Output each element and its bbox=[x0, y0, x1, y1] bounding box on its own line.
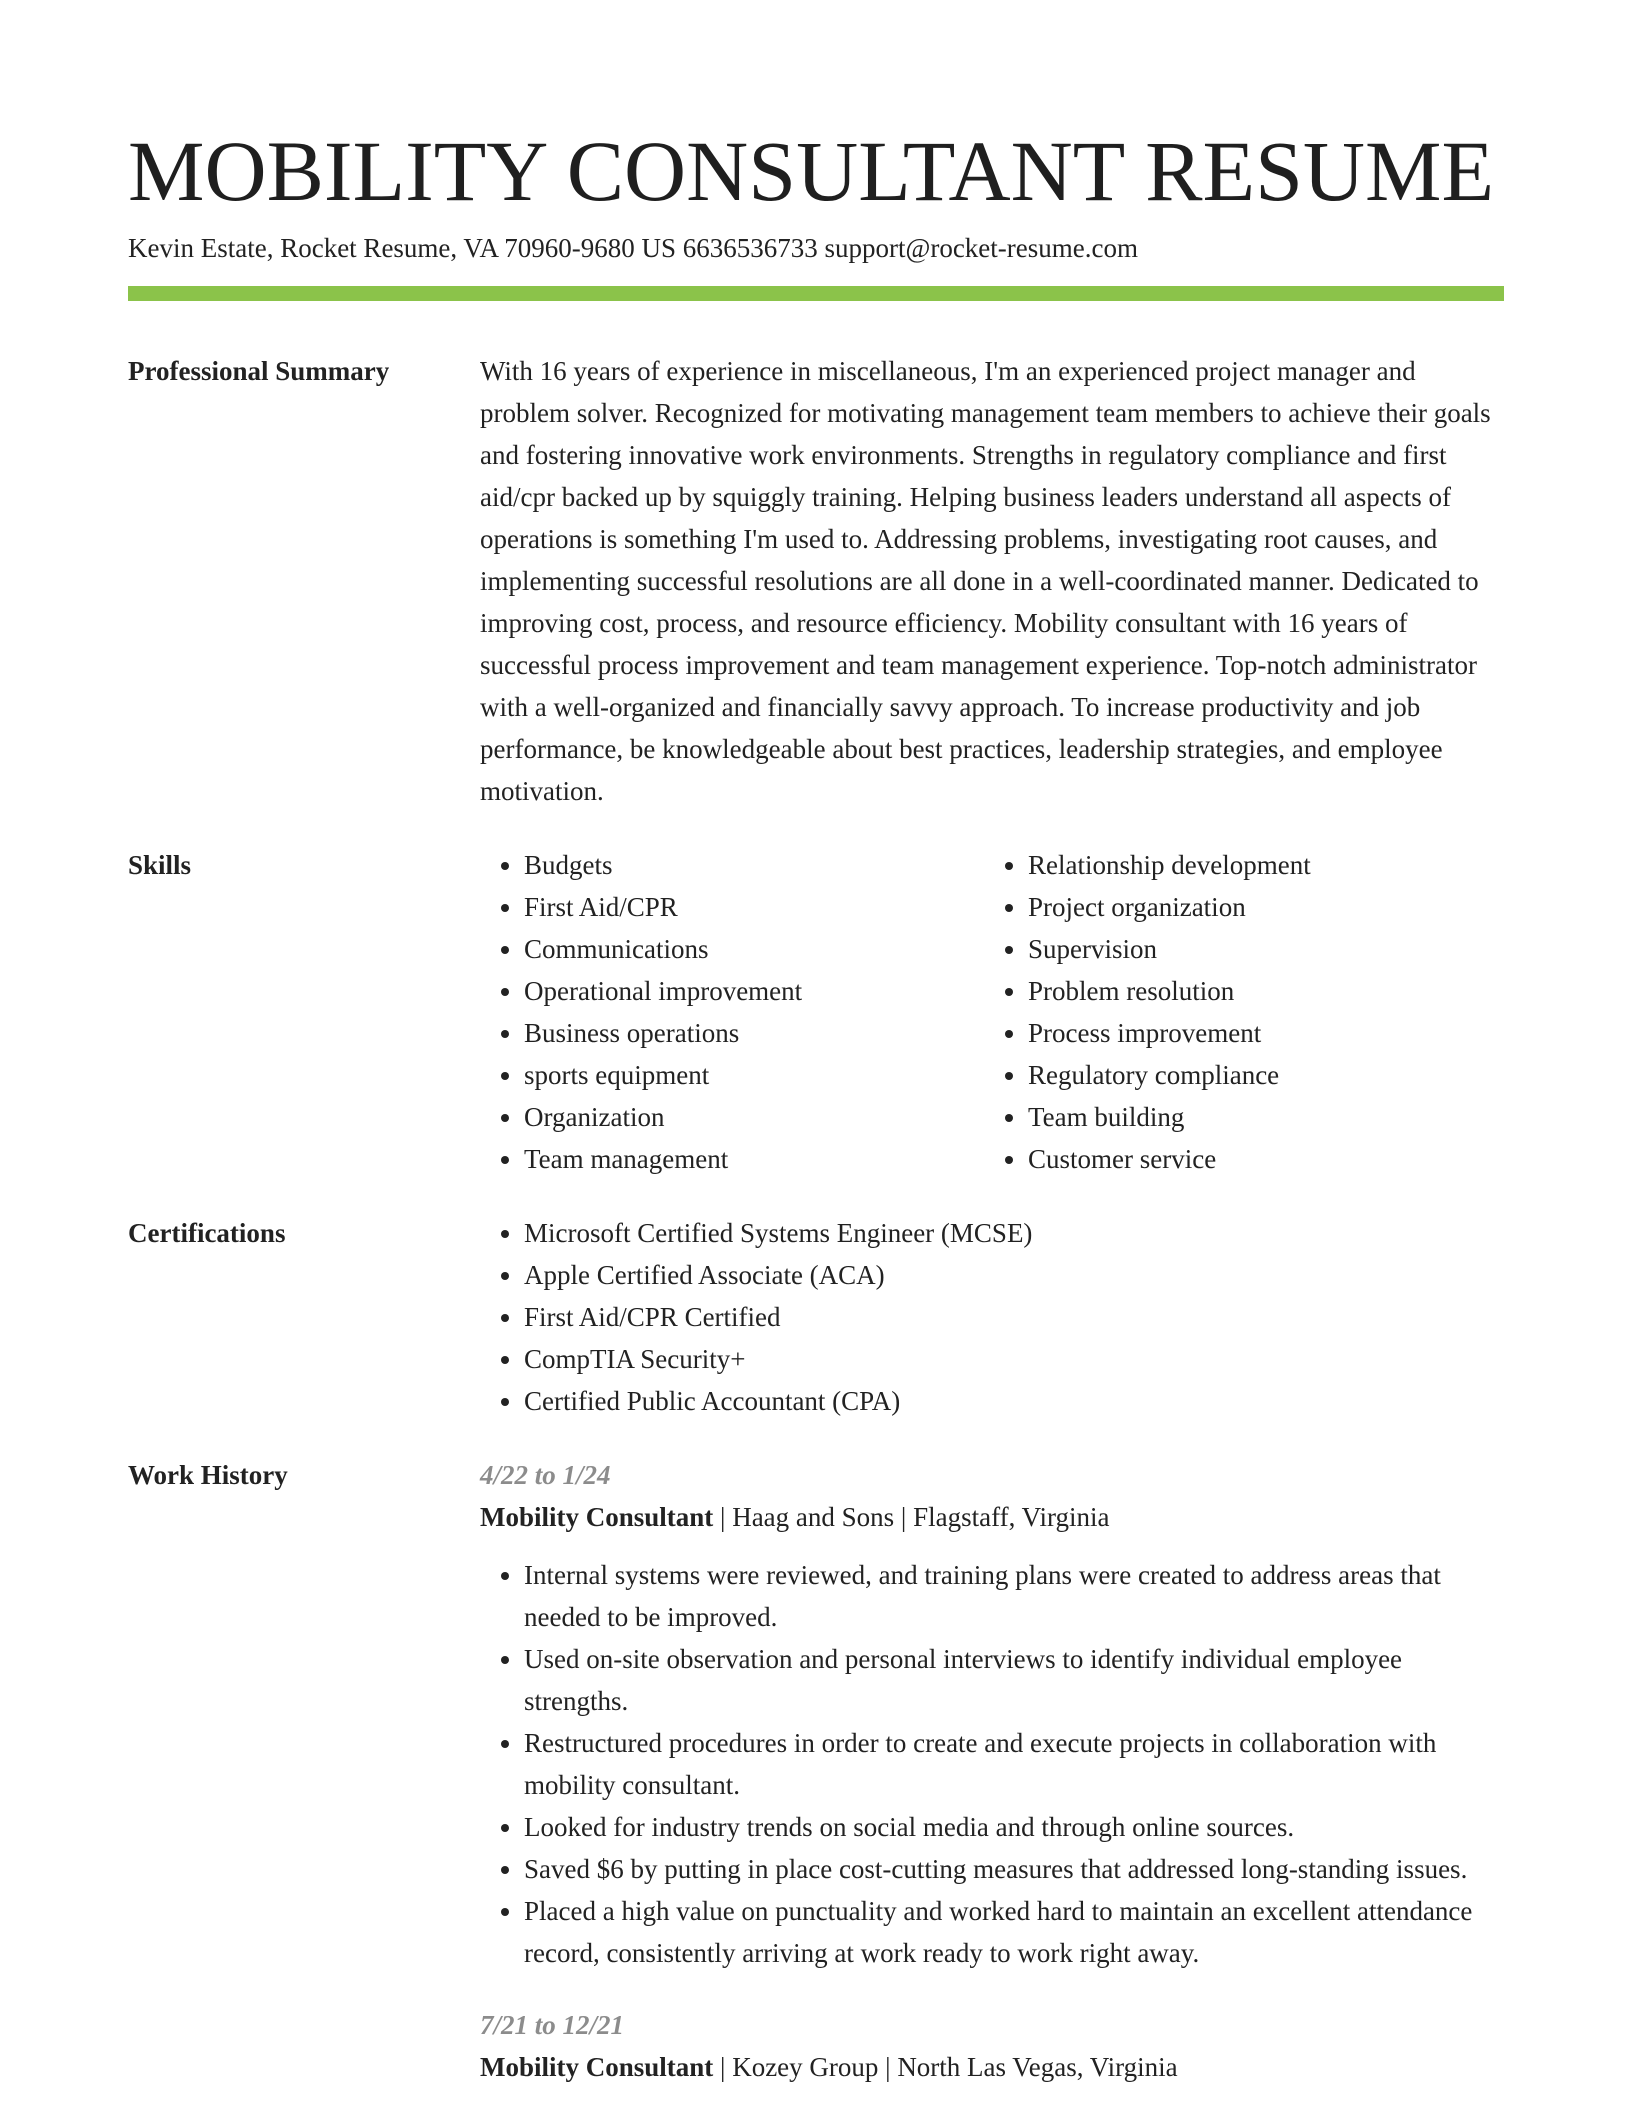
certification-item: • Certified Public Accountant (CPA) bbox=[524, 1380, 1504, 1422]
skill-item: • Organization bbox=[524, 1096, 984, 1138]
certification-item: • Apple Certified Associate (ACA) bbox=[524, 1254, 1504, 1296]
skill-item: • Relationship development bbox=[1028, 844, 1488, 886]
job-bullet: • Used on-site observation and personal interviews to identify individual employee strengths. bbox=[524, 1638, 1504, 1722]
accent-divider bbox=[128, 286, 1504, 301]
job-bullet: • Placed a high value on punctuality and worked hard to maintain an excellent attendance record, consistently arriving at work ready to work right away. bbox=[524, 1890, 1504, 1974]
certifications-list bbox=[480, 1212, 1504, 1422]
job-bullet: • Internal systems were reviewed, and training plans were created to address areas that needed to be improved. bbox=[524, 1554, 1504, 1638]
skill-item: • First Aid/CPR bbox=[524, 886, 984, 928]
job-dates: 4/22 to 1/24 bbox=[480, 1460, 611, 1490]
section-label-summary: Professional Summary bbox=[128, 356, 390, 386]
skills-list-right bbox=[984, 844, 1488, 1180]
job-dates: 7/21 to 12/21 bbox=[480, 2010, 625, 2040]
skill-item: • sports equipment bbox=[524, 1054, 984, 1096]
job-bullet: • Looked for industry trends on social media and through online sources. bbox=[524, 1806, 1504, 1848]
page-title: MOBILITY CONSULTANT RESUME bbox=[128, 123, 1495, 219]
job-bullets bbox=[480, 1554, 1504, 1974]
skill-item: • Project organization bbox=[1028, 886, 1488, 928]
skill-item: • Operational improvement bbox=[524, 970, 984, 1012]
job-company-location: | Haag and Sons | Flagstaff, Virginia bbox=[713, 1502, 1110, 1532]
section-label-skills: Skills bbox=[128, 850, 192, 880]
job-heading bbox=[480, 2046, 1504, 2088]
job-company-location: | Kozey Group | North Las Vegas, Virginia bbox=[713, 2052, 1178, 2082]
skill-item: • Team management bbox=[524, 1138, 984, 1180]
summary-body bbox=[480, 350, 1504, 812]
summary-text: With 16 years of experience in miscellaneous, I'm an experienced project manager and problem solver. Recognized for motivating management team members to achieve their goals and fostering innovative work environments. Strengths in regulatory compliance and first aid/cpr backed up by squiggly training. Helping business leaders understand all aspects of operations is something I'm used to. Addressing problems, investigating root causes, and implementing successful resolutions are all done in a well-coordinated manner. Dedicated to improving cost, process, and resource efficiency. Mobility consultant with 16 years of successful process improvement and team management experience. Top-notch administrator with a well-organized and financially savvy approach. To increase productivity and job performance, be knowledgeable about best practices, leadership strategies, and employee motivation. bbox=[480, 356, 1491, 806]
skill-item: • Team building bbox=[1028, 1096, 1488, 1138]
section-label-certifications: Certifications bbox=[128, 1218, 286, 1248]
skills-body bbox=[480, 844, 1504, 1180]
job-title: Mobility Consultant bbox=[480, 2052, 714, 2082]
skill-item: • Customer service bbox=[1028, 1138, 1488, 1180]
job-entry bbox=[480, 1454, 1504, 1974]
certification-item: • Microsoft Certified Systems Engineer (MCSE) bbox=[524, 1212, 1504, 1254]
skill-item: • Budgets bbox=[524, 844, 984, 886]
skills-list-left bbox=[480, 844, 984, 1180]
skill-item: • Supervision bbox=[1028, 928, 1488, 970]
certification-item: • CompTIA Security+ bbox=[524, 1338, 1504, 1380]
contact-info: Kevin Estate, Rocket Resume, VA 70960-9680 US 6636536733 support@rocket-resume.com bbox=[128, 233, 1138, 263]
section-label-work-history: Work History bbox=[128, 1460, 288, 1490]
work-history-body bbox=[480, 1454, 1504, 2118]
job-title: Mobility Consultant bbox=[480, 1502, 714, 1532]
skill-item: • Problem resolution bbox=[1028, 970, 1488, 1012]
job-bullet: • Saved $6 by putting in place cost-cutting measures that addressed long-standing issues. bbox=[524, 1848, 1504, 1890]
job-bullet: • Restructured procedures in order to create and execute projects in collaboration with mobility consultant. bbox=[524, 1722, 1504, 1806]
certifications-body bbox=[480, 1212, 1504, 1422]
skill-item: • Business operations bbox=[524, 1012, 984, 1054]
skill-item: • Process improvement bbox=[1028, 1012, 1488, 1054]
job-heading bbox=[480, 1496, 1504, 1538]
skill-item: • Communications bbox=[524, 928, 984, 970]
certification-item: • First Aid/CPR Certified bbox=[524, 1296, 1504, 1338]
skill-item: • Regulatory compliance bbox=[1028, 1054, 1488, 1096]
job-entry bbox=[480, 2004, 1504, 2088]
